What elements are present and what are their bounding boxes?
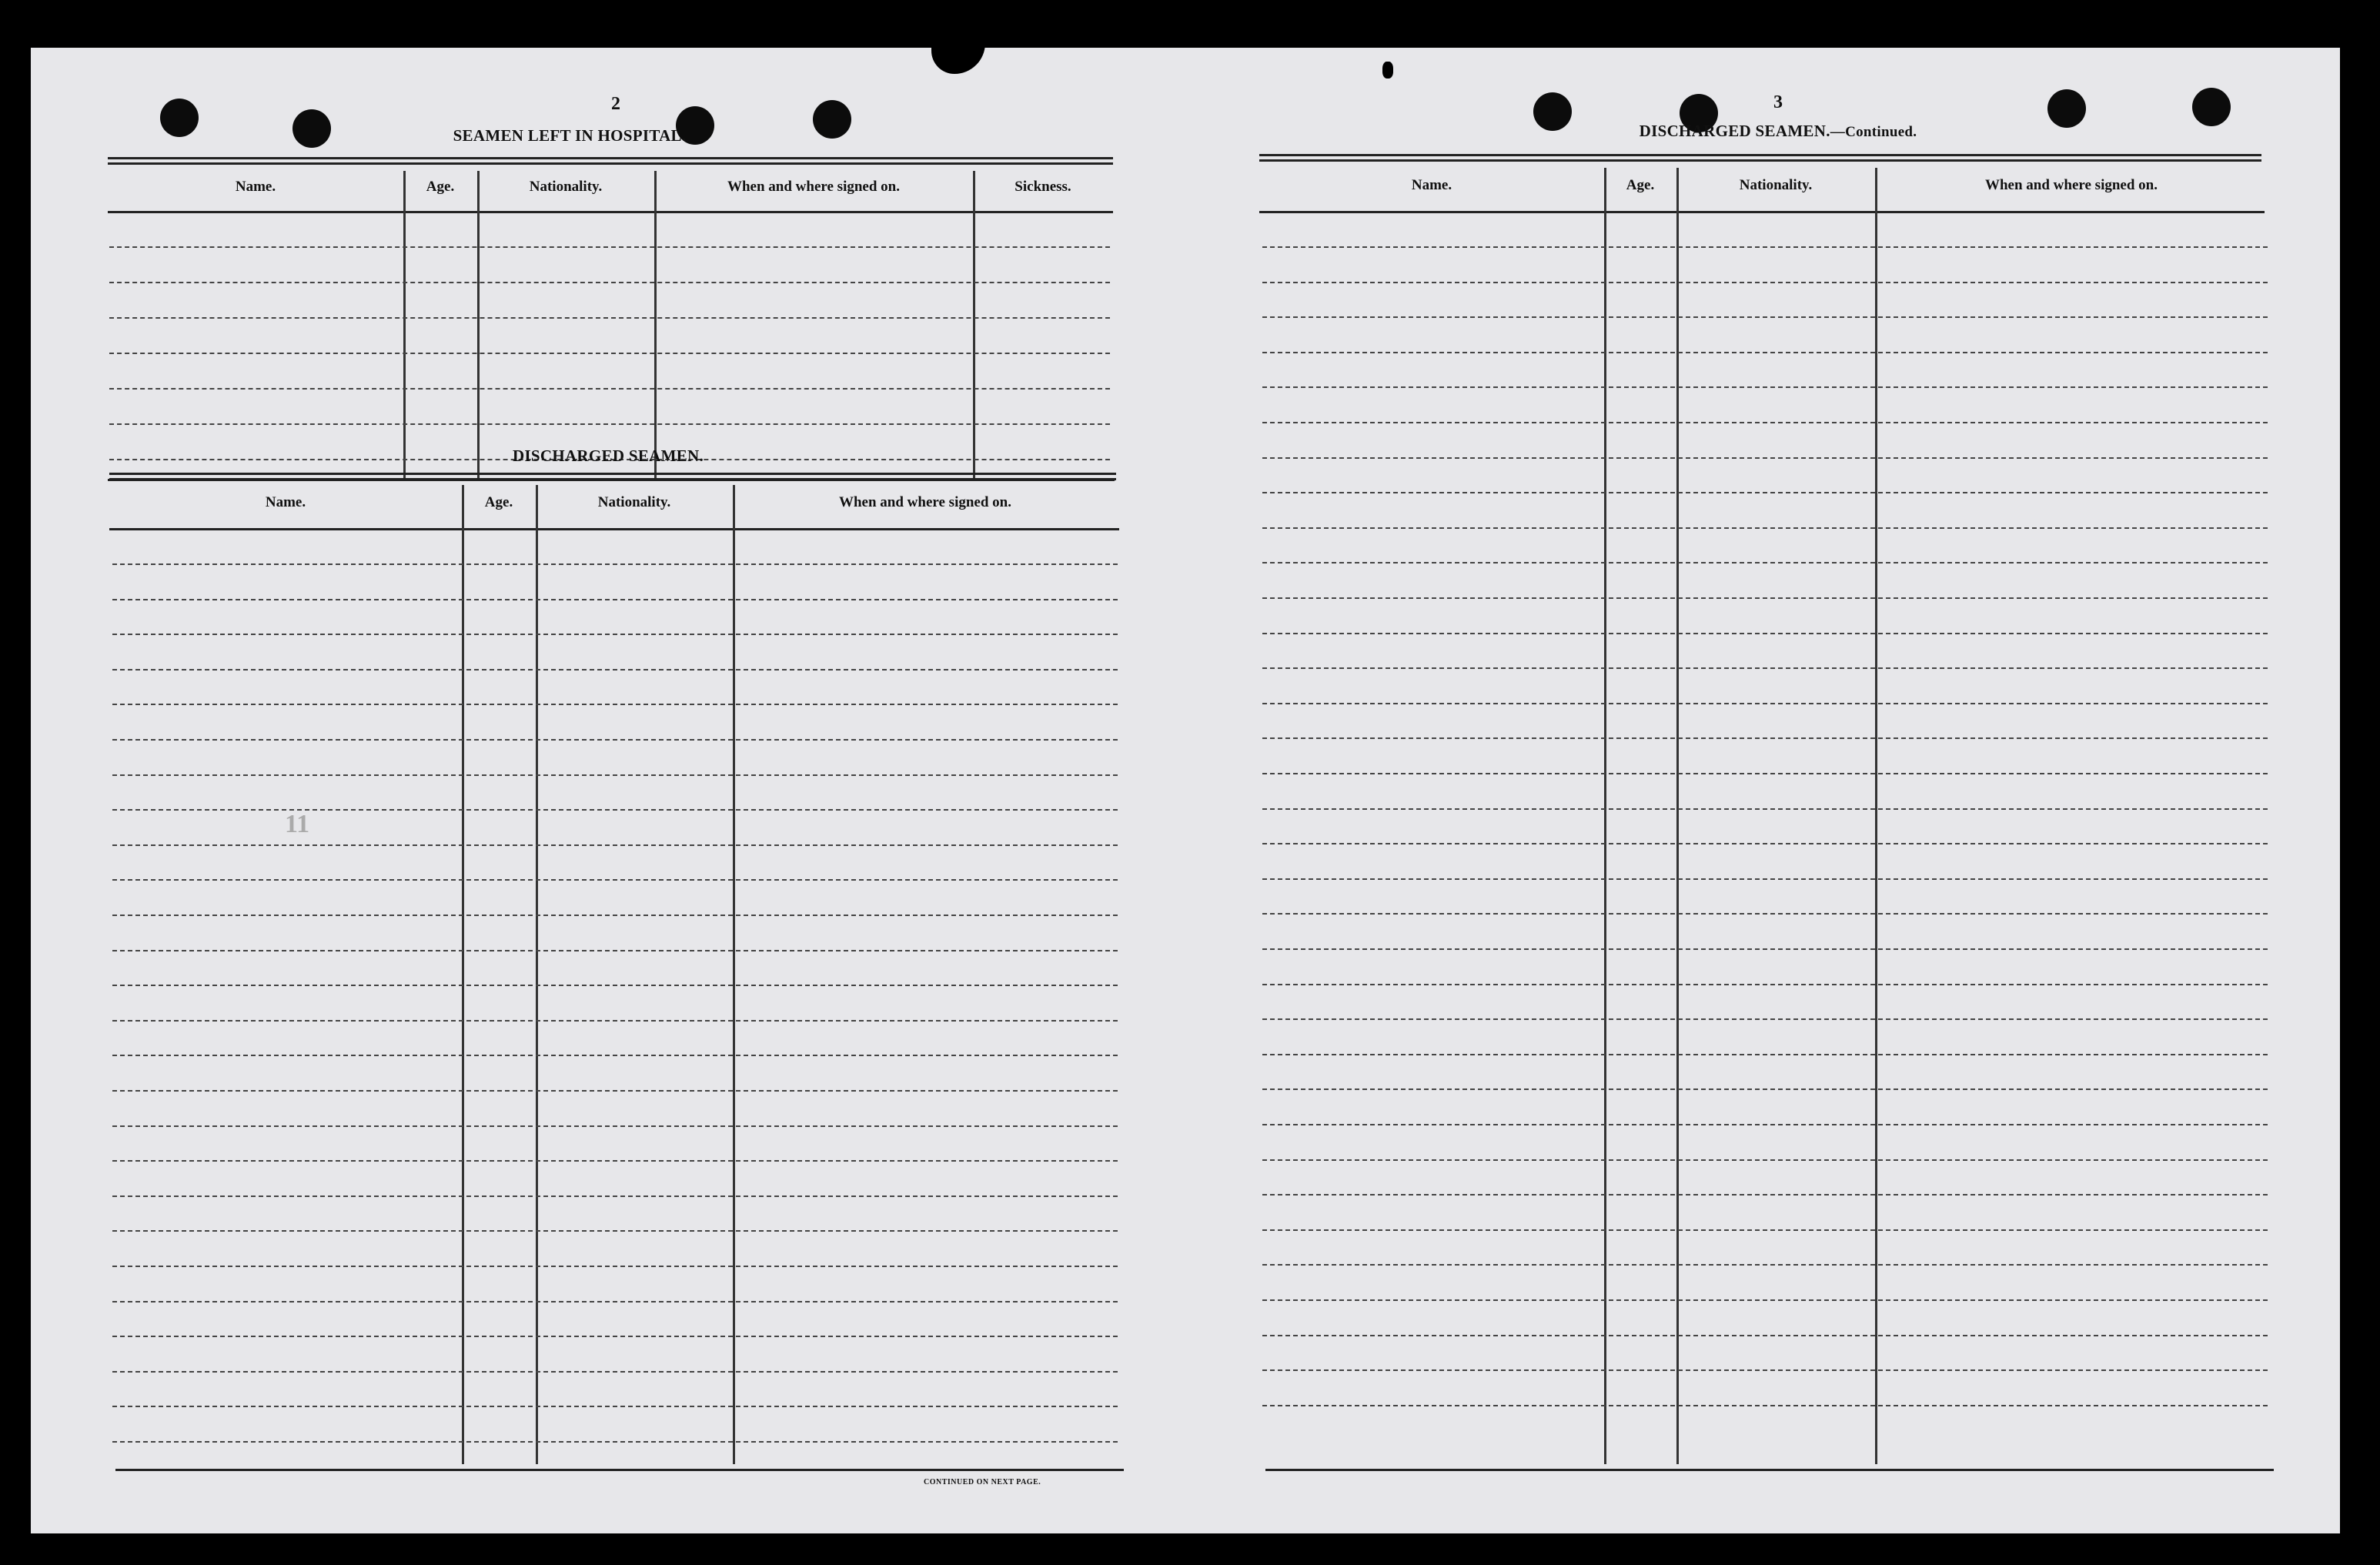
discharged-col-name: Name. [265,494,306,510]
row-line [112,1020,1118,1022]
row-line [112,704,1118,705]
right-divider [1875,168,1877,1464]
row-line [112,844,1118,846]
row-line [1262,597,2268,599]
hospital-divider [403,171,406,479]
row-line [112,774,1118,776]
row-line [1262,352,2268,353]
right-col-nationality: Nationality. [1739,177,1813,193]
row-line [1262,1229,2268,1231]
discharged-col-nationality: Nationality. [597,494,671,510]
row-line [1262,316,2268,318]
row-line [1262,984,2268,985]
row-line [1262,808,2268,810]
row-line [112,669,1118,670]
right-divider [1604,168,1606,1464]
right-top-rule [1259,154,2261,162]
hospital-header-rule [108,211,1113,213]
row-line [1262,878,2268,880]
row-line [112,1301,1118,1302]
right-title-main: DISCHARGED SEAMEN. [1639,122,1830,140]
row-line [1262,282,2268,283]
row-line [1262,1264,2268,1266]
hospital-row-line [109,353,1110,354]
row-line [112,915,1118,916]
row-line [1262,457,2268,459]
row-line [1262,1194,2268,1195]
right-bottom-rule [1265,1469,2274,1471]
row-line [112,879,1118,881]
row-line [1262,1159,2268,1161]
row-line [1262,386,2268,388]
right-section-title [1586,122,1971,141]
discharged-bottom-rule [115,1469,1124,1471]
right-col-signed-on: When and where signed on. [1984,177,2158,193]
row-line [112,1406,1118,1407]
row-line [112,1230,1118,1232]
hospital-row-line [109,282,1110,283]
row-line [1262,492,2268,493]
row-line [1262,773,2268,774]
hospital-col-sickness: Sickness. [1015,179,1071,195]
row-line [112,1125,1118,1127]
row-line [112,1090,1118,1092]
hospital-col-name: Name. [235,179,276,195]
row-line [1262,843,2268,844]
discharged-col-signed-on: When and where signed on. [838,494,1011,510]
right-page [1185,48,2340,1533]
row-line [1262,667,2268,669]
row-line [1262,246,2268,248]
row-line [112,1055,1118,1056]
right-header-rule [1259,211,2265,213]
hospital-row-line [109,246,1110,248]
discharged-divider [536,485,538,1464]
hospital-row-line [109,317,1110,319]
row-line [1262,1299,2268,1301]
discharged-top-rule [109,473,1116,480]
row-line [112,1160,1118,1162]
row-line [112,739,1118,741]
row-line [1262,1405,2268,1406]
discharged-divider [733,485,735,1464]
hospital-row-line [109,388,1110,390]
right-col-name: Name. [1411,177,1452,193]
page-number: 2 [611,94,620,114]
hospital-col-nationality: Nationality. [529,179,603,195]
row-line [1262,737,2268,739]
row-line [112,1441,1118,1443]
row-line [1262,562,2268,563]
row-line [112,985,1118,986]
hospital-divider [973,171,975,479]
row-line [112,1266,1118,1267]
row-line [1262,948,2268,950]
row-line [1262,1054,2268,1055]
row-line [112,950,1118,951]
discharged-divider [462,485,464,1464]
hospital-divider [477,171,480,479]
right-col-age: Age. [1626,177,1655,193]
row-line [112,809,1118,811]
row-line [1262,1088,2268,1090]
row-line [1262,1124,2268,1125]
page-number: 3 [1773,92,1783,112]
row-line [112,599,1118,600]
faint-mark: 11 [285,810,310,838]
hospital-divider [654,171,657,479]
row-line [1262,1018,2268,1020]
discharged-col-age: Age. [484,494,513,510]
right-title-continued: —Continued. [1830,124,1917,140]
row-line [1262,703,2268,704]
row-line [1262,527,2268,529]
row-line [1262,913,2268,915]
row-line [1262,1369,2268,1371]
right-divider [1676,168,1679,1464]
hospital-col-signed-on: When and where signed on. [727,179,900,195]
hospital-section-title: SEAMEN LEFT IN HOSPITAL. [453,126,687,145]
row-line [1262,633,2268,634]
row-line [1262,422,2268,423]
hospital-col-age: Age. [426,179,455,195]
row-line [112,1336,1118,1337]
discharged-section-title: DISCHARGED SEAMEN. [512,446,704,465]
continued-footer: CONTINUED ON NEXT PAGE. [924,1478,1041,1486]
row-line [112,1371,1118,1373]
row-line [112,634,1118,635]
discharged-header-rule [109,528,1119,530]
row-line [112,563,1118,565]
document-sheet [31,48,2340,1533]
row-line [112,1195,1118,1197]
left-page [31,48,1170,1533]
row-line [1262,1335,2268,1336]
hospital-row-line [109,423,1110,425]
hospital-top-rule [108,157,1113,165]
